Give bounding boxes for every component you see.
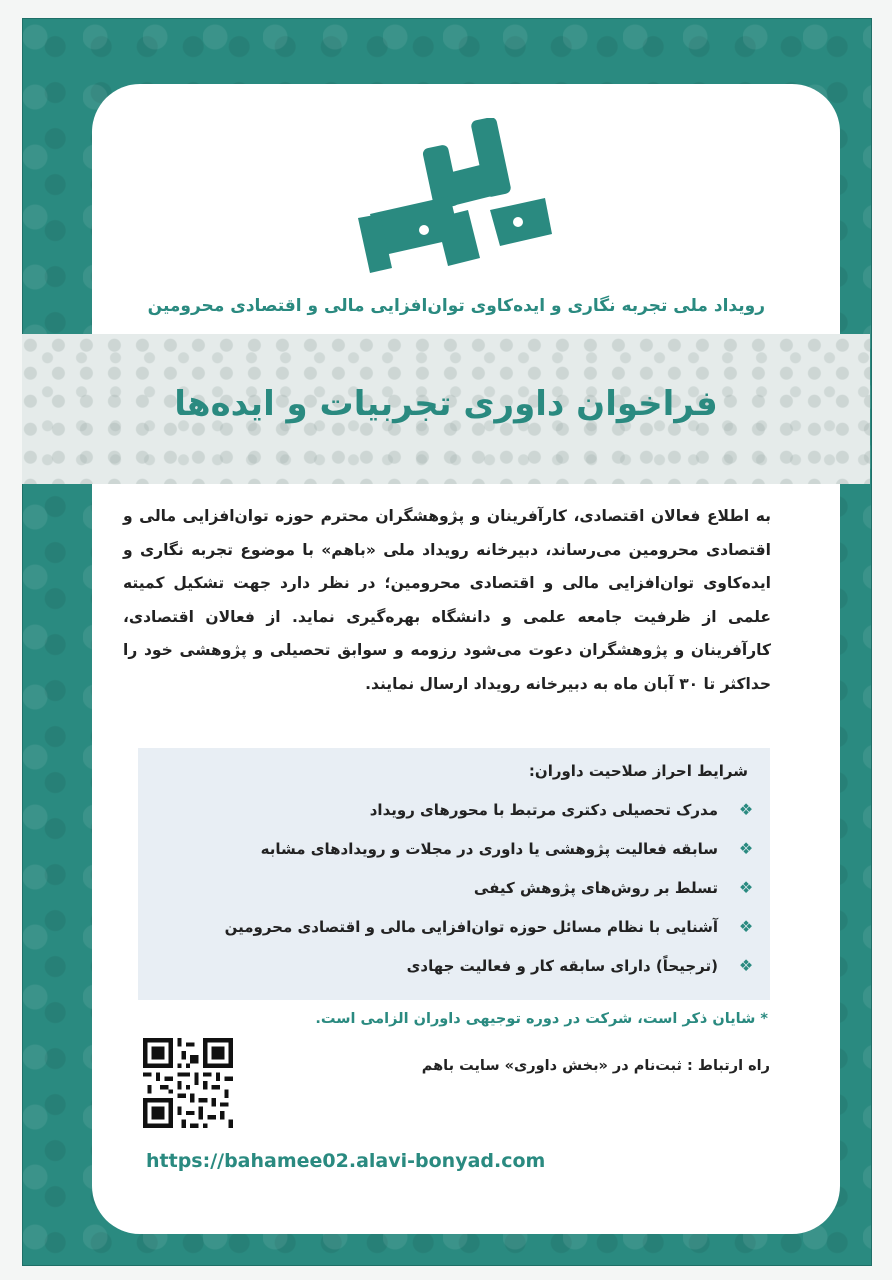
diamond-bullet-icon: ❖ — [738, 956, 754, 975]
event-subtitle: رویداد ملی تجربه نگاری و ایده‌کاوی توان‌افزایی مالی و اقتصادی محرومین — [147, 296, 765, 316]
qr-code-icon[interactable] — [143, 1038, 233, 1128]
diamond-bullet-icon: ❖ — [738, 917, 754, 936]
website-link[interactable]: https://bahamee02.alavi-bonyad.com — [146, 1150, 546, 1172]
contact-info: راه ارتباط : ثبت‌نام در «بخش داوری» سایت باهم — [421, 1058, 770, 1074]
diamond-bullet-icon: ❖ — [738, 878, 754, 897]
list-item: ❖سابقه فعالیت پژوهشی یا داوری در مجلات و رویدادهای مشابه — [158, 839, 758, 878]
criteria-title: شرایط احراز صلاحیت داوران: — [528, 762, 748, 780]
list-item: ❖تسلط بر روش‌های پژوهش کیفی — [158, 878, 758, 917]
list-item: ❖مدرک تحصیلی دکتری مرتبط با محورهای رویداد — [158, 800, 758, 839]
list-item: ❖(ترجیحاً) دارای سابقه کار و فعالیت جهادی — [158, 956, 758, 995]
page-title: فراخوان داوری تجربیات و ایده‌ها — [174, 384, 718, 424]
list-item: ❖آشنایی با نظام مسائل حوزه توان‌افزایی مالی و اقتصادی محرومین — [158, 917, 758, 956]
criteria-list — [158, 800, 758, 995]
criteria-box — [138, 748, 770, 1000]
diamond-bullet-icon: ❖ — [738, 839, 754, 858]
announcement-body: به اطلاع فعالان اقتصادی، کارآفرینان و پژوهشگران محترم حوزه توان‌افزایی مالی و اقتصادی محرومین می‌رساند، دبیرخانه رویداد ملی «باهم» با موضوع تجربه نگاری و ایده‌کاوی توان‌افزایی مالی و اقتصادی محرومین؛ در نظر دارد جهت تشکیل کمیته علمی از ظرفیت جامعه علمی و دانشگاه بهره‌گیری نماید. از فعالان اقتصادی، کارآفرینان و پژوهشگران دعوت می‌شود رزومه و سوابق تحصیلی و پژوهشی خود را حداکثر تا ۳۰ آبان ماه به دبیرخانه رویداد ارسال نمایند. — [123, 507, 771, 693]
briefing-note: * شایان ذکر است، شرکت در دوره توجیهی داوران الزامی است. — [315, 1011, 768, 1027]
logo-icon — [340, 118, 560, 288]
diamond-bullet-icon: ❖ — [738, 800, 754, 819]
